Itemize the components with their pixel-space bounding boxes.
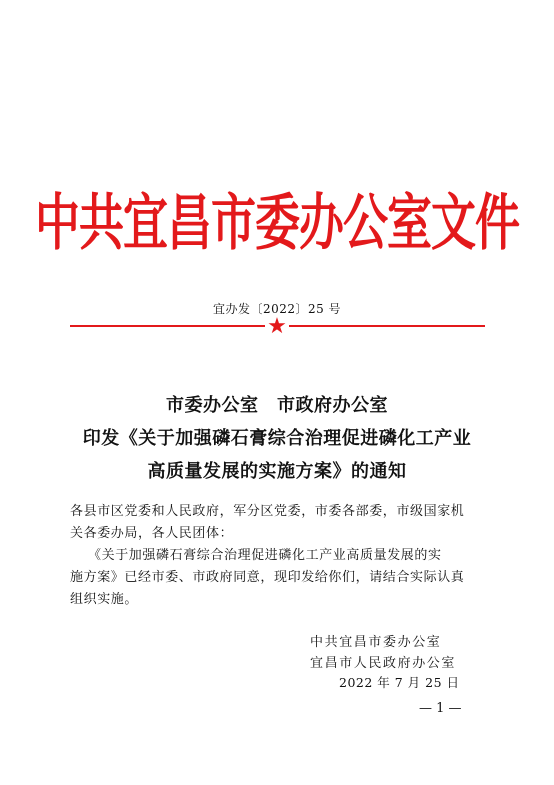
recipients-line-2: 关各委办局，各人民团体： xyxy=(70,526,234,541)
title-line-2: 印发《关于加强磷石膏综合治理促进磷化工产业 xyxy=(82,428,472,449)
page-number: — 1 — xyxy=(419,701,462,716)
title-line-1: 市委办公室 市政府办公室 xyxy=(166,395,388,416)
red-rule-right xyxy=(289,325,485,327)
paragraph-line-1: 《关于加强磷石膏综合治理促进磷化工产业高质量发展的实 xyxy=(88,548,442,563)
signature-org-2: 宜昌市人民政府办公室 xyxy=(310,656,457,671)
document-number: 宜办发〔2022〕25 号 xyxy=(212,302,342,316)
title-line-3: 高质量发展的实施方案》的通知 xyxy=(147,461,407,482)
recipients-line-1: 各县市区党委和人民政府，军分区党委，市委各部委，市级国家机 xyxy=(70,504,465,519)
signature-date: 2022 年 7 月 25 日 xyxy=(339,675,460,690)
red-star-icon: ★ xyxy=(267,314,287,339)
signature-org-1: 中共宜昌市委办公室 xyxy=(310,635,442,650)
masthead-title: 中共宜昌市委办公室文件 xyxy=(34,186,519,259)
paragraph-line-3: 组织实施。 xyxy=(70,592,139,607)
paragraph-line-2: 施方案》已经市委、市政府同意，现印发给你们，请结合实际认真 xyxy=(70,570,465,585)
red-rule-left xyxy=(70,325,265,327)
